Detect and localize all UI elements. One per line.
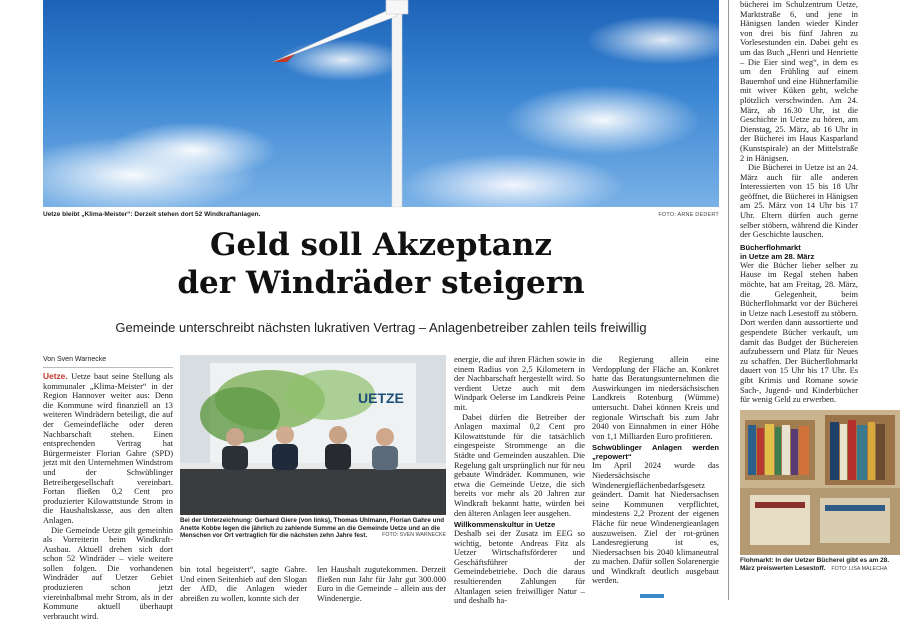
column1-paragraph-2: Die Gemeinde Uetze gilt gemeinhin als Vorreiterin beim Windkraft-Ausbau. Aktuell drehen sich dort schon 52 Windräder – viele weitere sollen folgen. Die vorhandenen Windräder auf Uetzer Gebiet produzieren schon jetzt viereinhalbmal mehr Strom, als in der Kommune aktuell überhaupt verbraucht wird. xyxy=(43,526,173,621)
sidebar-column xyxy=(740,0,858,400)
article-column-3 xyxy=(317,565,446,600)
hero-photo xyxy=(43,0,719,207)
signing-caption-text: Bei der Unterzeichnung: Gerhard Giere (von links), Thomas Uhlmann, Florian Gahre und Anette Kobbe legen die jährlich zu zahlende Summe an die Gemeinde Uetze und an die Menschen vor Ort vertraglich für die nächsten zehn Jahre fest. xyxy=(180,517,444,539)
flea-market-photo xyxy=(740,410,900,555)
article-subheadline: Gemeinde unterschreibt nächsten lukrativen Vertrag – Anlagenbetreiber zahlen teils freiwillig xyxy=(43,320,719,335)
column5-paragraph-1: die Regierung allein eine Verdopplung der Fläche an. Konkret hatte das Beratungsunternehmen die Auswirkungen im niedersächsischen Landkreis Rotenburg (Wümme) untersucht. Dabei können Kreis und regionale Wirtschaft bis zum Jahr 2040 von Einnahmen in einer Höhe von 1,1 Milliarden Euro profitieren. xyxy=(592,355,719,441)
article-column-5 xyxy=(592,355,719,590)
signing-caption xyxy=(180,517,446,540)
flea-market-credit: FOTO: LISA MALECHA xyxy=(831,566,887,572)
column4-paragraph-1: energie, die auf ihren Flächen sowie in einem Radius von 2,5 Kilometern in der Nachbarschaft hergestellt wird. So verdient Uetze auch mit dem Windpark Oelerse im Landkreis Peine mit. xyxy=(454,355,585,413)
sidebar-divider xyxy=(728,0,729,600)
sidebar-subhead-1: Bücherflohmarkt xyxy=(740,243,858,252)
continuation-marker xyxy=(640,594,664,598)
flea-market-caption-text: Flohmarkt: In der Uetzer Bücherei gibt es am 28. März preiswerten Lesestoff. xyxy=(740,557,889,572)
headline-line-1: Geld soll Akzeptanz xyxy=(43,226,719,264)
column4-paragraph-3: Deshalb sei der Zusatz im EEG so wichtig, betonte Andreas Fitz als Uetzer Wirtschaftsförderer und Geschäftsführer der Gemeindebetriebe. Doch die daraus resultierenden Zahlungen für Altanlagen seien freiwilliger Natur – und deshalb ha- xyxy=(454,529,585,606)
uetze-logo: UETZE xyxy=(358,390,404,406)
column4-subhead: Willkommenskultur in Uetze xyxy=(454,520,585,529)
flea-market-caption xyxy=(740,557,900,573)
column5-paragraph-2: Im April 2024 wurde das Niedersächsische Windenergieflächenbedarfsgesetz geändert. Damit hat Niedersachsen seine Kommunen verpflichtet, mindestens 2,2 Prozent der eigenen Fläche für neue Windenergieanlagen auszuweisen. Ziel der rot-grünen Landesregierung ist es, Niedersachsen bis 2040 klimaneutral zu machen. Dafür sollen Solarenergie und Windkraft deutlich ausgebaut werden. xyxy=(592,461,719,586)
byline-rule xyxy=(43,367,173,368)
column4-paragraph-2: Dabei dürfen die Betreiber der Anlagen maximal 0,2 Cent pro Kilowattstunde für die tatsächlich eingespeiste Strommenge an die Städte und Gemeinden auszahlen. Die Regelung galt ursprünglich nur für neu gebaute Windräder. Kommunen, wie etwa die Gemeinde Uetze, die sich bereits vor mehr als 20 Jahren zur Windkraft bekannt hatte, würden bei den älteren Anlagen leer ausgehen. xyxy=(454,413,585,519)
article-headline xyxy=(43,226,719,302)
books-graphic xyxy=(740,410,900,555)
column3-paragraph: len Haushalt zugutekommen. Derzeit fließen nun Jahr für Jahr gut 300.000 Euro in die Gemeinde – allein aus der Windenergie. xyxy=(317,565,446,603)
signing-scene-graphic xyxy=(180,355,446,515)
article-column-1 xyxy=(43,372,173,600)
sidebar-paragraph-1: bücherei im Schulzentrum Uetze, Marktstraße 6, und jene in Hänigsen landen wieder Kinder von drei bis fünf Jahren zu Vorlesestunden ein. Dabei geht es um das Buch „Henri und Henriette – Die Eier sind weg“, in dem es um den Frühling auf einem Bauernhof und eine Hühnerfamilie mit wiver Küken geht, welche plötzlich verschwinden. Am 24. März, ab 16.30 Uhr, ist die Geschichte in Uetze zu hören, am Dienstag, 25. März, ab 16 Uhr in der Bücherei im Haus Kasparland (Kunstspirale) an der Mittelstraße 2 in Hänigsen. xyxy=(740,0,858,163)
column1-paragraph-1: Uetze baut seine Stellung als kommunaler „Klima-Meister“ in der Region Hannover weiter aus: Denn die Kommune wird finanziell an 13 weiteren Windrädern beteiligt, die auf der Gemeindefläche oder deren Nachbarschaft stehen. Einen entsprechenden Vertrag hat Bürgermeister Florian Gahre (SPD) jetzt mit den Unternehmen Windstrom und der Schwüblinger Betreibergesellschaft vereinbart. Fortan fließen 0,2 Cent pro produzierter Kilowattstunde Strom in die Haushaltskasse, aus den alten Anlagen. xyxy=(43,372,173,525)
headline-line-2: der Windräder steigern xyxy=(43,264,719,302)
wind-turbine-graphic xyxy=(43,0,719,207)
signing-photo xyxy=(180,355,446,515)
sidebar-paragraph-3: Wer die Bücher lieber selber zu Hause im Regal stehen haben möchte, hat am Freitag, 28. März, die Gelegenheit, beim Bücherflohmarkt vor der Bücherei in Uetze nach Lesestoff zu stöbern. Dort werden dann aussortierte und gespendete Bücher verkauft, um damit das Budget der Büchereien aufzubessern und Platz für Neues zu schaffen. Der Bücherflohmarkt dauert von 15 Uhr bis 17 Uhr. Es gibt Krimis und Romane sowie Sach-, Jugend- und Kinderbücher für wenig Geld zu erwerben. xyxy=(740,261,858,405)
signing-credit: FOTO: SVEN WARNECKE xyxy=(382,532,446,540)
sidebar-paragraph-2: Die Bücherei in Uetze ist an 24. März auch für alle anderen Interessierten von 15 bis 18 Uhr geöffnet, die Bücherei in Hänigsen am 25. März von 14 Uhr bis 17 Uhr. Eltern dürfen auch gerne selber stöbern, während die Kinder der Geschichte lauschen. xyxy=(740,163,858,240)
article-column-2 xyxy=(180,565,307,600)
byline: Von Sven Warnecke xyxy=(43,356,106,363)
article-column-4 xyxy=(454,355,585,600)
hero-credit: FOTO: ARNE DEDERT xyxy=(600,212,719,218)
dateline: Uetze. xyxy=(43,371,68,381)
column5-subhead: Schwüblinger Anlagen werden „repowert“ xyxy=(592,443,719,461)
sidebar-subhead-2: in Uetze am 28. März xyxy=(740,252,858,261)
column2-paragraph: bin total begeistert“, sagte Gahre. Und einen Seitenhieb auf den Slogan der AfD, die Anlagen wieder abreißen zu wollen, konnte sich der xyxy=(180,565,307,603)
hero-caption: Uetze bleibt „Klima-Meister“: Derzeit stehen dort 52 Windkraftanlagen. xyxy=(43,211,603,218)
